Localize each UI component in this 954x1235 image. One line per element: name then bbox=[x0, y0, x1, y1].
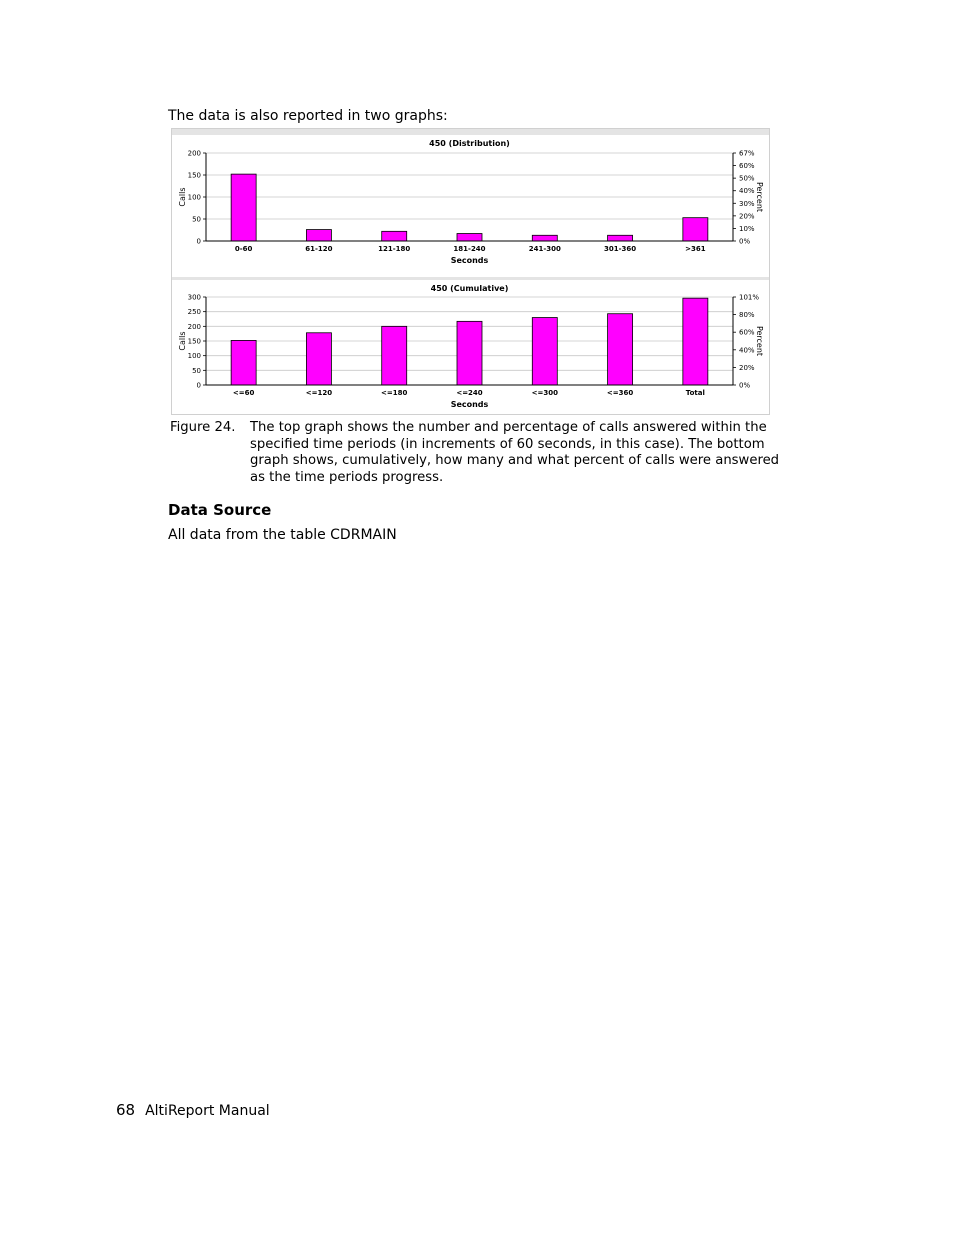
x-tick-label: 241-300 bbox=[528, 245, 561, 253]
caption-text: The top graph shows the number and percentage of calls answered within the specified time periods (in increments of 60 seconds, in this case). The bottom graph shows, cumulatively, how many and what percent of calls were answered as the time periods progress. bbox=[250, 420, 780, 485]
y-tick-label: 50 bbox=[192, 215, 201, 224]
bar bbox=[457, 234, 482, 241]
y2-axis-title: Percent bbox=[755, 325, 764, 357]
y2-tick-label: 50% bbox=[739, 174, 755, 183]
intro-text: The data is also reported in two graphs: bbox=[168, 108, 448, 124]
figure-number: Figure 24. bbox=[170, 420, 236, 435]
x-tick-label: 61-120 bbox=[305, 245, 333, 253]
bar bbox=[231, 174, 256, 241]
x-tick-label: <=300 bbox=[531, 389, 558, 397]
y2-tick-label: 80% bbox=[739, 311, 755, 320]
y2-tick-label: 40% bbox=[739, 187, 755, 196]
chart-title: 450 (Cumulative) bbox=[430, 284, 509, 293]
bar bbox=[231, 340, 256, 385]
bar bbox=[457, 321, 482, 385]
y2-tick-label: 0% bbox=[739, 381, 751, 390]
y-tick-label: 300 bbox=[187, 293, 201, 302]
y2-tick-label: 10% bbox=[739, 224, 755, 233]
bar bbox=[608, 235, 633, 241]
y2-tick-label: 20% bbox=[739, 363, 755, 372]
y2-tick-label: 30% bbox=[739, 199, 755, 208]
x-tick-label: >361 bbox=[685, 245, 706, 253]
x-tick-label: <=240 bbox=[456, 389, 483, 397]
section-text: All data from the table CDRMAIN bbox=[168, 527, 397, 543]
x-tick-label: 181-240 bbox=[453, 245, 486, 253]
y-tick-label: 0 bbox=[196, 381, 201, 390]
chart-title: 450 (Distribution) bbox=[429, 139, 510, 148]
y-tick-label: 50 bbox=[192, 366, 201, 375]
bar bbox=[683, 298, 708, 385]
y-tick-label: 250 bbox=[187, 308, 201, 317]
y-tick-label: 100 bbox=[187, 193, 201, 202]
bar bbox=[306, 333, 331, 385]
x-tick-label: <=360 bbox=[606, 389, 634, 397]
y2-tick-label: 60% bbox=[739, 162, 755, 171]
figure-frame bbox=[171, 128, 770, 415]
bar bbox=[306, 230, 331, 241]
bar bbox=[382, 231, 407, 241]
y-tick-label: 150 bbox=[187, 337, 201, 346]
cumulative-chart bbox=[172, 280, 769, 414]
manual-title: AltiReport Manual bbox=[145, 1103, 270, 1119]
x-axis-title: Seconds bbox=[450, 256, 489, 265]
x-tick-label: <=60 bbox=[232, 389, 255, 397]
bar bbox=[608, 314, 633, 385]
bar bbox=[683, 218, 708, 241]
x-tick-label: <=120 bbox=[305, 389, 333, 397]
y-tick-label: 0 bbox=[196, 237, 201, 246]
bar bbox=[532, 235, 557, 241]
x-tick-label: Total bbox=[685, 389, 705, 397]
y2-tick-label: 60% bbox=[739, 328, 755, 337]
y-axis-title: Calls bbox=[178, 331, 187, 351]
y-tick-label: 150 bbox=[187, 171, 201, 180]
page-number: 68 bbox=[116, 1101, 136, 1119]
y2-tick-label: 101% bbox=[739, 293, 760, 302]
x-tick-label: <=180 bbox=[381, 389, 408, 397]
page-footer bbox=[116, 1102, 270, 1119]
x-tick-label: 121-180 bbox=[378, 245, 411, 253]
section-heading: Data Source bbox=[168, 501, 272, 519]
x-tick-label: 301-360 bbox=[604, 245, 637, 253]
x-axis-title: Seconds bbox=[450, 400, 489, 409]
y2-tick-label: 67% bbox=[739, 149, 755, 158]
y2-tick-label: 0% bbox=[739, 237, 751, 246]
distribution-chart bbox=[172, 135, 769, 277]
bar bbox=[532, 318, 557, 385]
y-tick-label: 100 bbox=[187, 352, 201, 361]
y-tick-label: 200 bbox=[187, 149, 201, 158]
y-axis-title: Calls bbox=[178, 187, 187, 207]
y-tick-label: 200 bbox=[187, 322, 201, 331]
y2-tick-label: 20% bbox=[739, 212, 755, 221]
bar bbox=[382, 326, 407, 385]
y2-tick-label: 40% bbox=[739, 346, 755, 355]
x-tick-label: 0-60 bbox=[234, 245, 253, 253]
y2-axis-title: Percent bbox=[755, 181, 764, 213]
